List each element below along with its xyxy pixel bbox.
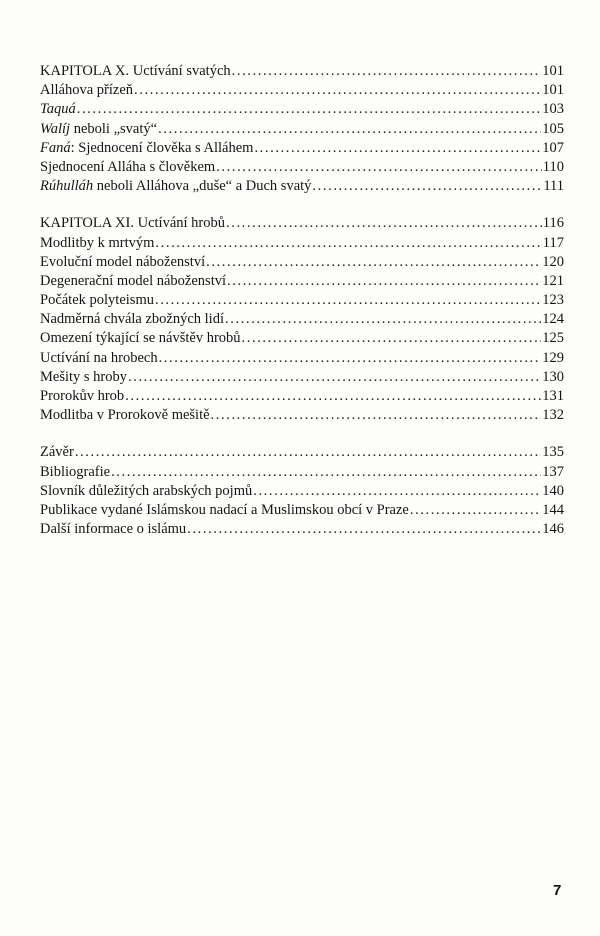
toc-entry-page: 103 — [542, 101, 564, 118]
toc-entry-title: Uctívání na hrobech — [40, 349, 158, 366]
toc-entry — [40, 406, 564, 425]
toc-entry-page: 125 — [542, 330, 564, 347]
dot-leader — [226, 214, 542, 233]
dot-leader — [242, 329, 542, 348]
dot-leader — [155, 234, 541, 253]
dot-leader — [159, 349, 542, 368]
toc-entry-page: 129 — [542, 349, 564, 366]
toc-entry-page: 144 — [542, 501, 564, 518]
toc-entry — [40, 272, 564, 291]
dot-leader — [227, 272, 541, 291]
toc-entry-page: 116 — [542, 215, 564, 232]
toc-entry-title: Rúhulláh neboli Alláhova „duše“ a Duch svatý — [40, 178, 312, 195]
toc-entry-page: 124 — [542, 311, 564, 328]
toc-entry — [40, 81, 564, 100]
toc-entry-title: Prorokův hrob — [40, 388, 125, 404]
toc-entry-page: 101 — [542, 63, 564, 79]
dot-leader — [216, 158, 542, 177]
dot-leader — [312, 177, 542, 196]
toc-entry — [40, 62, 564, 81]
toc-entry-page: 110 — [542, 158, 564, 175]
dot-leader — [254, 139, 541, 158]
toc-entry-title: KAPITOLA X. Uctívání svatých — [40, 63, 231, 79]
toc-entry-page: 101 — [542, 82, 564, 99]
dot-leader — [111, 463, 541, 482]
toc-entry-page: 140 — [542, 482, 564, 499]
dot-leader — [410, 501, 541, 520]
toc-section-chapter-xi — [40, 214, 564, 425]
toc-entry-title: Slovník důležitých arabských pojmů — [40, 482, 253, 499]
dot-leader — [125, 387, 541, 406]
dot-leader — [128, 368, 541, 387]
dot-leader — [158, 120, 541, 139]
toc-entry-title: Evoluční model náboženství — [40, 253, 206, 270]
toc-entry-title: Degenerační model náboženství — [40, 272, 227, 289]
toc-entry-page: 137 — [542, 463, 564, 480]
dot-leader — [232, 62, 542, 81]
toc-entry — [40, 177, 564, 196]
toc-entry — [40, 520, 564, 539]
toc-entry-page: 132 — [542, 407, 564, 424]
toc-entry-title: Bibliografie — [40, 463, 111, 480]
dot-leader — [211, 406, 542, 425]
toc-entry-page: 131 — [542, 388, 564, 404]
dot-leader — [134, 81, 541, 100]
toc-entry-title: Počátek polyteismu — [40, 292, 154, 309]
toc-entry-page: 117 — [542, 234, 564, 251]
toc-entry-page: 107 — [542, 139, 564, 156]
toc-entry-title: Publikace vydané Islámskou nadací a Muslimskou obcí v Praze — [40, 501, 409, 518]
toc-entry — [40, 214, 564, 233]
toc-entry-title: Sjednocení Alláha s člověkem — [40, 158, 216, 175]
toc-entry-title: KAPITOLA XI. Uctívání hrobů — [40, 215, 225, 232]
toc-section-back-matter — [40, 443, 564, 539]
toc-entry — [40, 310, 564, 329]
toc-entry — [40, 349, 564, 368]
toc-entry — [40, 234, 564, 253]
dot-leader — [75, 443, 541, 462]
toc-entry-page: 146 — [542, 521, 564, 538]
toc-entry — [40, 387, 564, 406]
toc-entry — [40, 463, 564, 482]
toc-entry-title: Další informace o islámu — [40, 521, 187, 538]
toc-entry-title: Taquá — [40, 101, 76, 118]
toc-entry — [40, 120, 564, 139]
toc-entry — [40, 329, 564, 348]
toc-entry-page: 105 — [542, 120, 564, 137]
toc-entry-page: 120 — [542, 253, 564, 270]
dot-leader — [206, 253, 541, 272]
toc-entry-title: Nadměrná chvála zbožných lidí — [40, 311, 224, 328]
toc-entry-title: Alláhova přízeň — [40, 82, 134, 99]
toc-entry — [40, 443, 564, 462]
dot-leader — [187, 520, 541, 539]
toc-entry — [40, 482, 564, 501]
toc-entry — [40, 253, 564, 272]
toc-entry-page: 130 — [542, 368, 564, 385]
toc-entry-page: 135 — [542, 444, 564, 461]
toc-entry-page: 123 — [542, 292, 564, 309]
toc-entry-page: 111 — [543, 178, 564, 195]
dot-leader — [253, 482, 541, 501]
toc-entry — [40, 158, 564, 177]
dot-leader — [77, 100, 542, 119]
toc-entry-page: 121 — [542, 272, 564, 289]
toc-section-chapter-x — [40, 62, 564, 196]
toc-entry-title: Walíj neboli „svatý“ — [40, 120, 158, 137]
toc-entry-title: Omezení týkající se návštěv hrobů — [40, 330, 241, 347]
table-of-contents — [40, 62, 564, 539]
toc-entry-title: Modlitby k mrtvým — [40, 234, 155, 251]
toc-entry — [40, 501, 564, 520]
toc-entry — [40, 139, 564, 158]
toc-entry-title: Závěr — [40, 444, 74, 461]
toc-entry-title: Faná: Sjednocení člověka s Alláhem — [40, 139, 254, 156]
toc-entry-title: Mešity s hroby — [40, 368, 127, 385]
toc-entry-title: Modlitba v Prorokově mešitě — [40, 407, 210, 424]
toc-entry — [40, 100, 564, 119]
dot-leader — [155, 291, 541, 310]
toc-entry — [40, 291, 564, 310]
page-number: 7 — [553, 882, 562, 899]
toc-entry — [40, 368, 564, 387]
dot-leader — [225, 310, 541, 329]
